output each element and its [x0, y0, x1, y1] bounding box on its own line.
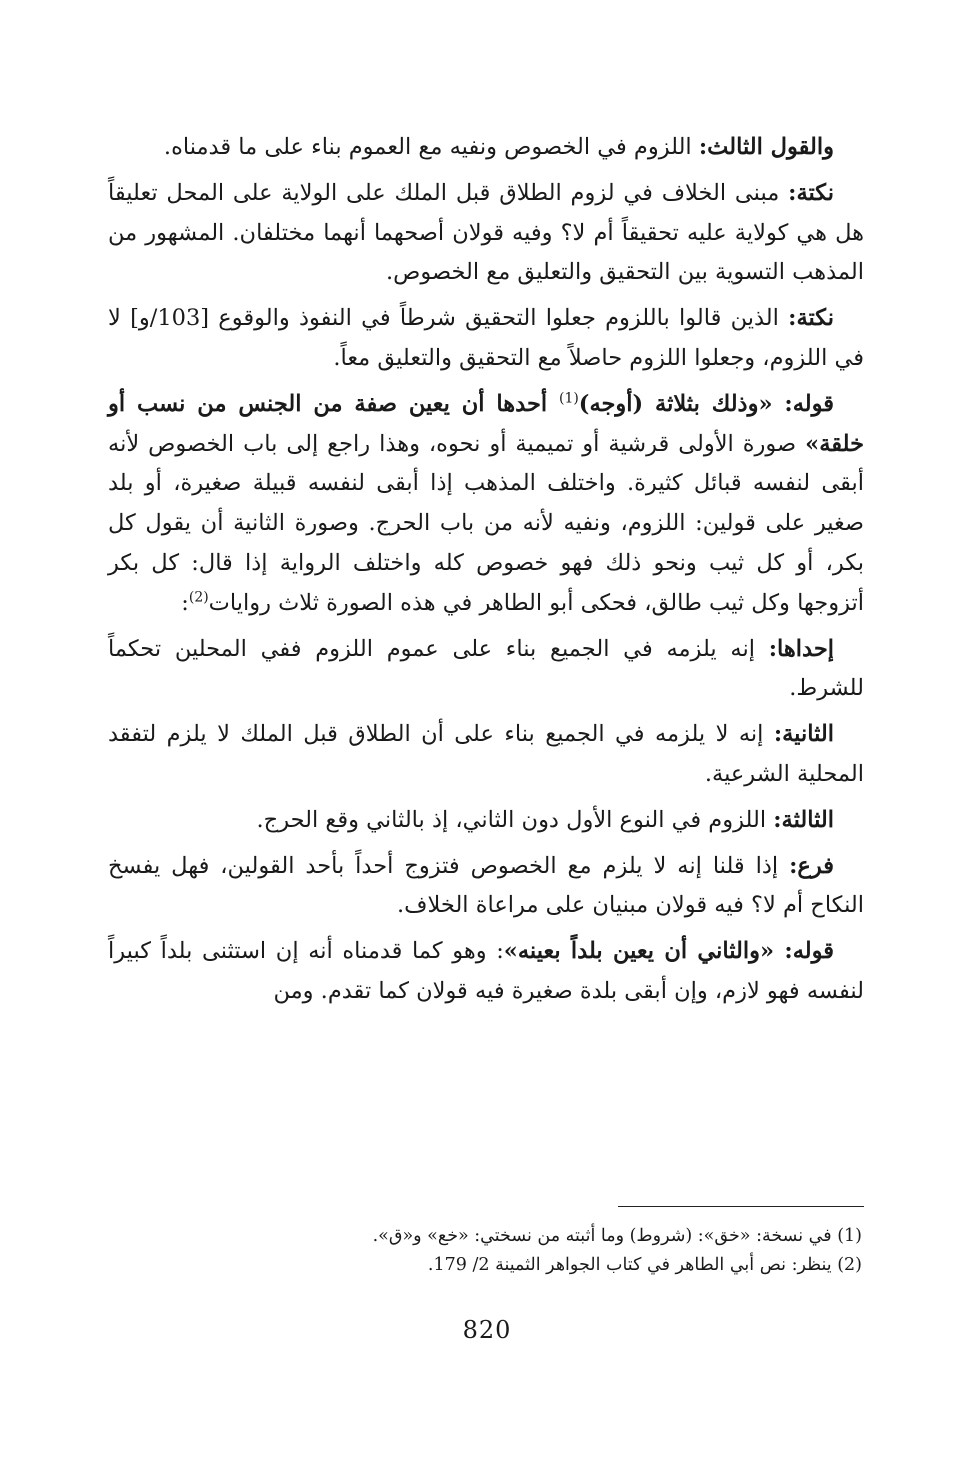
paragraph-lead: والقول الثالث: — [698, 134, 834, 160]
paragraph-text: إذا قلنا إنه لا يلزم مع الخصوص فتزوج أحداً بأحد القولين، فهل يفسخ النكاح أم لا؟ فيه قولان مبنيان على مراعاة الخلاف. — [108, 852, 864, 919]
paragraph-6 — [108, 715, 864, 795]
paragraph-text: : وهو كما قدمناه أنه إن استثنى بلداً كبيراً لنفسه فهو لازم، وإن أبقى بلدة صغيرة فيه قولان كما تقدم. ومن — [108, 938, 864, 1004]
quoted-text: أحدها أن يعين صفة من الجنس من نسب أو خلقة» — [108, 390, 864, 457]
paragraph-1 — [108, 128, 864, 168]
paragraph-7 — [108, 801, 864, 841]
paragraph-lead: الثالثة: — [773, 806, 834, 833]
footnote-1: (1) في نسخة: «خق»: (شروط) وما أثبته من نسختي: «خع» و«ق». — [372, 1226, 862, 1246]
paragraph-lead: نكتة: — [788, 179, 834, 206]
paragraph-text: الذين قالوا باللزوم جعلوا التحقيق شرطاً في النفوذ والوقوع [103/و] لا في اللزوم، وجعلوا اللزوم حاصلاً مع التحقيق والتعليق معاً. — [108, 305, 864, 371]
page-number: 820 — [462, 1316, 512, 1344]
paragraph-3 — [108, 299, 864, 379]
paragraph-text: إنه لا يلزمه في الجميع بناء على أن الطلاق قبل الملك لا يلزم لتفقد المحلية الشرعية. — [108, 721, 864, 787]
paragraph-text: إنه يلزمه في الجميع بناء على عموم اللزوم ففي المحلين تحكماً للشرط. — [108, 635, 864, 702]
paragraph-text-end: : — [181, 589, 189, 616]
paragraph-8 — [108, 847, 864, 927]
paragraph-text: اللزوم في النوع الأول دون الثاني، إذ بالثاني وقع الحرج. — [256, 806, 774, 833]
paragraph-lead: فرع: — [789, 852, 834, 879]
footnote-ref[interactable]: (2) — [188, 589, 209, 606]
paragraph-5 — [108, 630, 864, 710]
footnote-2: (2) ينظر: نص أبي الطاهر في كتاب الجواهر الثمينة 2/ 179. — [427, 1255, 862, 1275]
paragraph-lead: نكتة: — [788, 305, 834, 332]
paragraph-2 — [108, 174, 864, 293]
paragraph-lead: إحداها: — [768, 635, 834, 662]
footnotes — [108, 1222, 864, 1280]
paragraph-4 — [108, 385, 864, 624]
paragraph-9 — [108, 932, 864, 1012]
paragraph-text: اللزوم في الخصوص ونفيه مع العموم بناء على ما قدمناه. — [163, 134, 699, 160]
paragraph-lead: قوله: — [784, 390, 835, 417]
main-text — [108, 128, 864, 1018]
footnote-divider — [618, 1206, 864, 1207]
paragraph-lead: الثانية: — [773, 721, 834, 748]
quoted-text: «والثاني أن يعين بلداً بعينه» — [503, 938, 785, 965]
paragraph-text: مبنى الخلاف في لزوم الطلاق قبل الملك على الولاية على المحل تعليقاً هل هي كولاية عليه تحقيقاً أم لا؟ وفيه قولان أصحهما أنهما مختلفان. المشهور من المذهب التسوية بين التحقيق والتعليق مع الخصوص. — [108, 179, 864, 286]
quoted-text: «وذلك بثلاثة (أوجه) — [578, 390, 785, 417]
paragraph-lead: قوله: — [784, 938, 834, 965]
footnote-ref[interactable]: (1) — [559, 390, 579, 407]
paragraph-text: صورة الأولى قرشية أو تميمية أو نحوه، وهذا راجع إلى باب الخصوص لأنه أبقى لنفسه قبائل كثيرة. واختلف المذهب إذا أبقى لنفسه قبيلة صغيرة، أو بلد صغير على قولين: اللزوم، ونفيه لأنه من باب الحرج. وصورة الثانية أن يقول كل بكر، أو كل ثيب ونحو ذلك فهو خصوص كله واختلف الرواية إذا قال: كل بكر أتزوجها وكل ثيب طالق، فحكى أبو الطاهر في هذه الصورة ثلاث روايات — [108, 430, 864, 616]
